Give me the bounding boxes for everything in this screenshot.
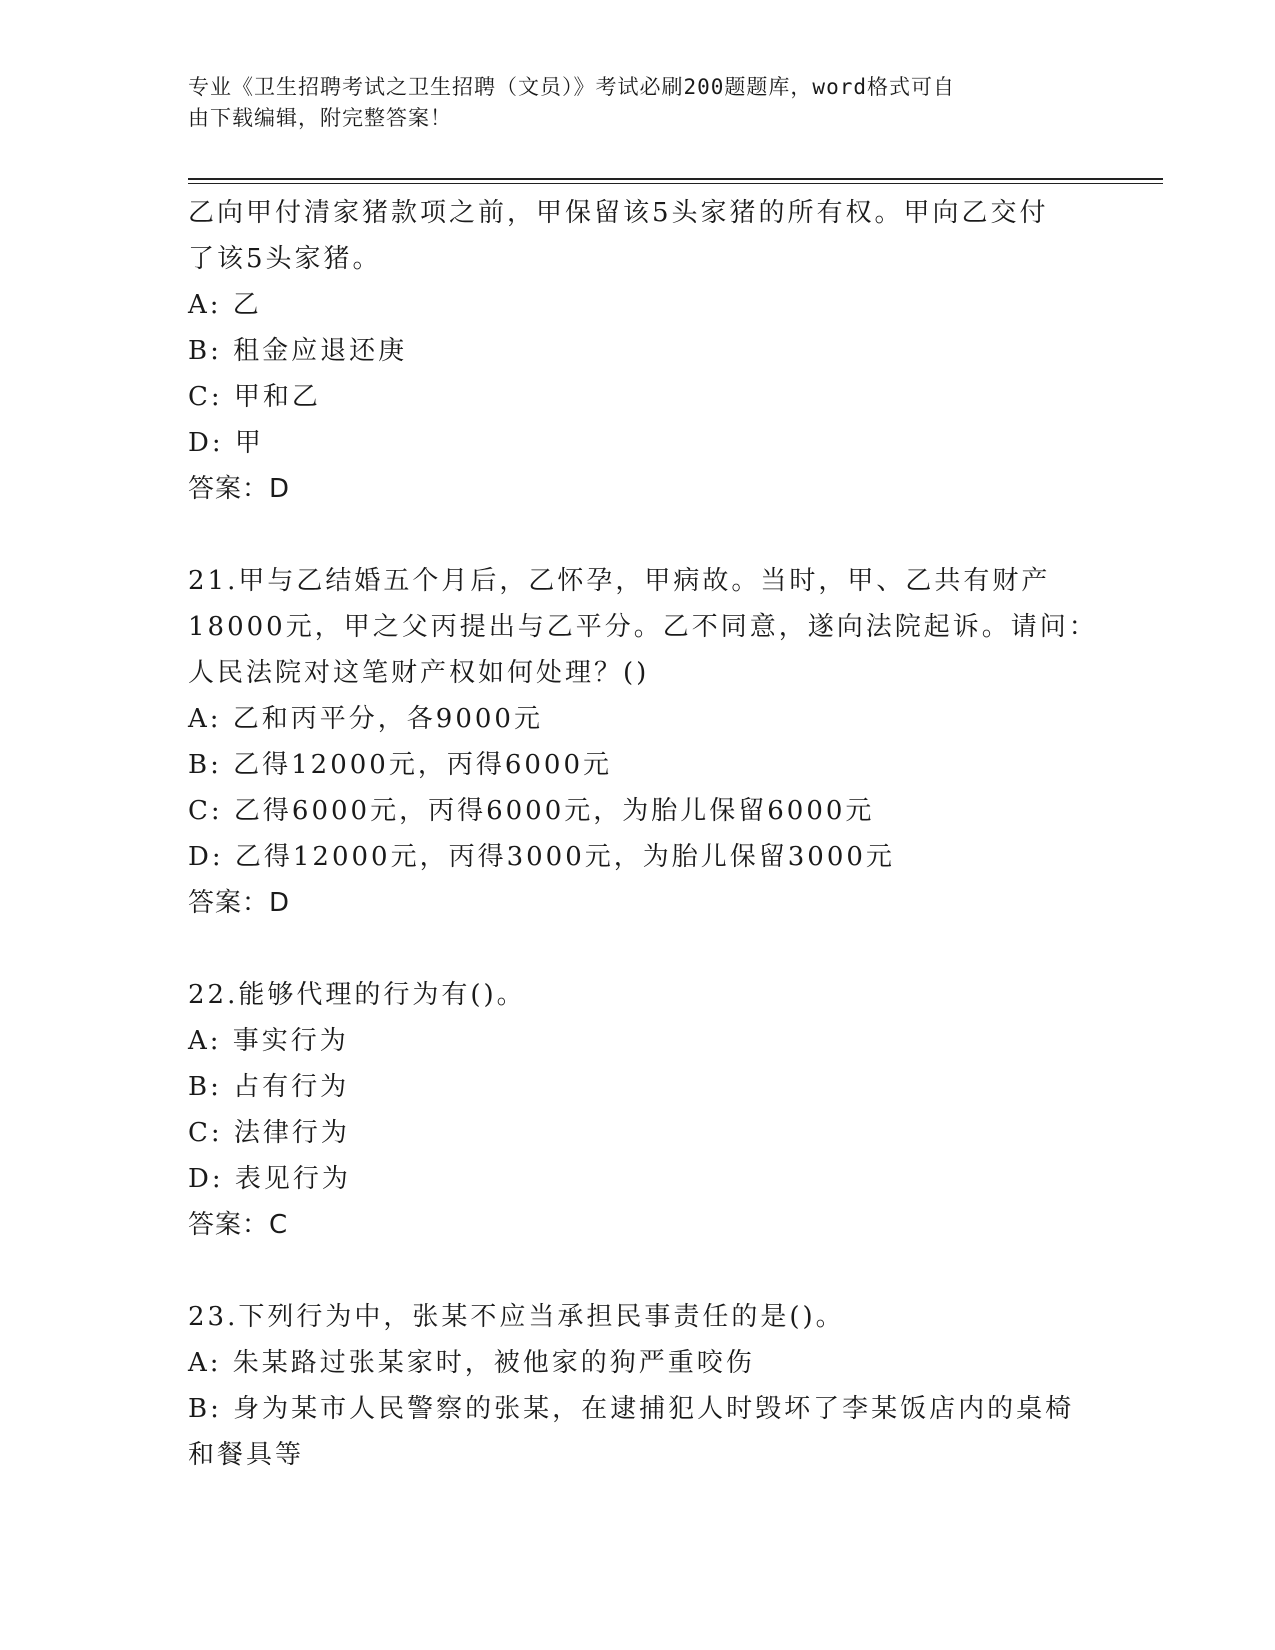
question-text: 乙向甲付清家猪款项之前，甲保留该5头家猪的所有权。甲向乙交付 (188, 198, 1049, 228)
option-a: A: 朱某路过张某家时，被他家的狗严重咬伤 (188, 1348, 755, 1378)
header-divider-thick (188, 178, 1163, 180)
spacer (188, 1248, 1088, 1294)
option-c: C: 甲和乙 (188, 382, 321, 412)
question-text: 了该5头家猪。 (188, 244, 382, 274)
question-text: 18000元，甲之父丙提出与乙平分。乙不同意，遂向法院起诉。请问： (188, 612, 1098, 642)
option-c: C: 法律行为 (188, 1118, 350, 1148)
option-b: B: 身为某市人民警察的张某，在逮捕犯人时毁坏了李某饭店内的桌椅 (188, 1394, 1075, 1424)
option-c: C: 乙得6000元，丙得6000元，为胎儿保留6000元 (188, 796, 875, 826)
option-b: B: 占有行为 (188, 1072, 350, 1102)
answer-key: 答案：C (188, 1210, 289, 1240)
option-d: D: 乙得12000元，丙得3000元，为胎儿保留3000元 (188, 842, 895, 872)
option-d: D: 表见行为 (188, 1164, 351, 1194)
question-23 (188, 1294, 1088, 1478)
question-22 (188, 972, 1088, 1248)
header-divider-thin (188, 183, 1163, 184)
option-a: A: 乙 (188, 290, 262, 320)
question-20 (188, 190, 1088, 512)
header-line-2: 由下载编辑，附完整答案！ (188, 106, 452, 130)
option-b: B: 乙得12000元，丙得6000元 (188, 750, 613, 780)
option-a: A: 事实行为 (188, 1026, 349, 1056)
question-text: 22.能够代理的行为有()。 (188, 980, 526, 1010)
option-b: B: 租金应退还庚 (188, 336, 408, 366)
spacer (188, 512, 1088, 558)
document-header (188, 72, 1068, 134)
option-b-continued: 和餐具等 (188, 1440, 305, 1470)
option-d: D: 甲 (188, 428, 264, 458)
question-21 (188, 558, 1098, 926)
question-list (188, 190, 1098, 1478)
answer-key: 答案：D (188, 888, 291, 918)
answer-key: 答案：D (188, 474, 291, 504)
header-line-1: 专业《卫生招聘考试之卫生招聘（文员）》考试必刷200题题库，word格式可自 (188, 75, 955, 99)
option-a: A: 乙和丙平分，各9000元 (188, 704, 543, 734)
question-text: 人民法院对这笔财产权如何处理？() (188, 658, 650, 688)
question-text: 21.甲与乙结婚五个月后，乙怀孕，甲病故。当时，甲、乙共有财产 (188, 566, 1051, 596)
spacer (188, 926, 1088, 972)
question-text: 23.下列行为中，张某不应当承担民事责任的是()。 (188, 1302, 845, 1332)
